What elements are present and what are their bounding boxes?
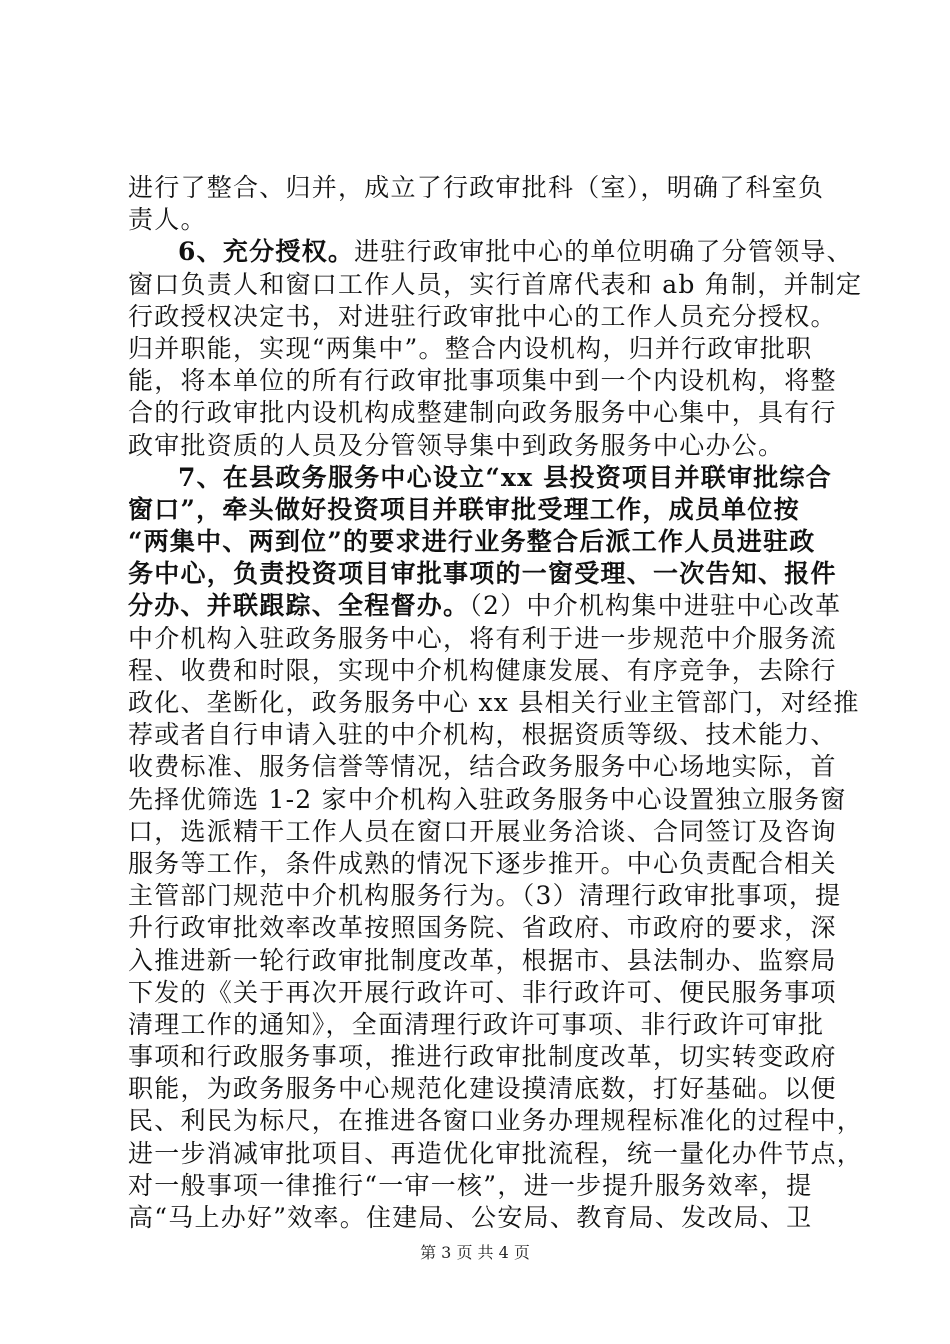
paragraph-line-bold: “两集中、两到位”的要求进行业务整合后派工作人员进驻政 xyxy=(128,527,816,557)
paragraph-line: 入推进新一轮行政审批制度改革，根据市、县法制办、监察局 xyxy=(128,945,837,975)
paragraph-line: 收费标准、服务信誉等情况，结合政务服务中心场地实际，首 xyxy=(128,752,837,782)
paragraph-line-bold: 窗口”，牵头做好投资项目并联审批受理工作，成员单位按 xyxy=(128,494,800,524)
paragraph-line: 程、收费和时限，实现中介机构健康发展、有序竞争，去除行 xyxy=(128,655,837,685)
paragraph-line: 对一般事项一律推行“一审一核”，进一步提升服务效率，提 xyxy=(128,1170,813,1200)
document-body xyxy=(128,172,864,1234)
paragraph-line: 下发的《关于再次开展行政许可、非行政许可、便民服务事项 xyxy=(128,977,837,1007)
paragraph-line: 能，将本单位的所有行政审批事项集中到一个内设机构，将整 xyxy=(128,366,837,396)
paragraph-line: 升行政审批效率改革按照国务院、省政府、市政府的要求，深 xyxy=(128,913,837,943)
paragraph-line: 民、利民为标尺，在推进各窗口业务办理规程标准化的过程中， xyxy=(128,1106,864,1136)
paragraph-line: 中介机构入驻政务服务中心，将有利于进一步规范中介服务流 xyxy=(128,623,837,653)
bold-text: 分办、并联跟踪、全程督办。 xyxy=(128,591,470,621)
paragraph-line: 合的行政审批内设机构成整建制向政务服务中心集中，具有行 xyxy=(128,398,837,428)
paragraph-line: 事项和行政服务事项，推进行政审批制度改革，切实转变政府 xyxy=(128,1042,837,1072)
paragraph-line: 主管部门规范中介机构服务行为。（3）清理行政审批事项，提 xyxy=(128,881,842,911)
paragraph-line: 行政授权决定书，对进驻行政审批中心的工作人员充分授权。 xyxy=(128,301,837,331)
paragraph-line: 职能，为政务服务中心规范化建设摸清底数，打好基础。以便 xyxy=(128,1074,837,1104)
paragraph-line-mixed xyxy=(128,590,842,622)
paragraph-text: （2）中介机构集中进驻中心改革 xyxy=(469,591,842,621)
paragraph-line: 责人。 xyxy=(128,205,207,235)
paragraph-line: 口，选派精干工作人员在窗口开展业务洽谈、合同签订及咨询 xyxy=(128,816,837,846)
paragraph-line: 先择优筛选 1-2 家中介机构入驻政务服务中心设置独立服务窗 xyxy=(128,784,847,814)
paragraph-line: 政审批资质的人员及分管领导集中到政务服务中心办公。 xyxy=(128,430,785,460)
paragraph-line-heading-7: 7、在县政务服务中心设立“xx 县投资项目并联审批综合 xyxy=(178,462,833,492)
paragraph-line: 进行了整合、归并，成立了行政审批科（室），明确了科室负 xyxy=(128,173,825,202)
paragraph-line: 高“马上办好”效率。住建局、公安局、教育局、发改局、卫 xyxy=(128,1203,813,1232)
paragraph-line: 归并职能，实现“两集中”。整合内设机构，归并行政审批职 xyxy=(128,333,813,363)
paragraph-line: 荐或者自行申请入驻的中介机构，根据资质等级、技术能力、 xyxy=(128,720,837,750)
section-heading-6: 6、充分授权。 xyxy=(178,237,355,267)
paragraph-line: 服务等工作，条件成熟的情况下逐步推开。中心负责配合相关 xyxy=(128,848,837,878)
page-number-footer: 第 3 页 共 4 页 xyxy=(420,1243,530,1262)
paragraph-line-bold: 务中心，负责投资项目审批事项的一窗受理、一次告知、报件 xyxy=(128,559,837,589)
paragraph-line: 进一步消减审批项目、再造优化审批流程，统一量化办件节点， xyxy=(128,1138,864,1168)
paragraph-line: 清理工作的通知》，全面清理行政许可事项、非行政许可审批 xyxy=(128,1009,825,1039)
paragraph-line: 政化、垄断化，政务服务中心 xx 县相关行业主管部门，对经推 xyxy=(128,688,860,717)
paragraph-line: 窗口负责人和窗口工作人员，实行首席代表和 ab 角制，并制定 xyxy=(128,269,863,299)
paragraph-text: 进驻行政审批中心的单位明确了分管领导、 xyxy=(354,237,853,267)
paragraph-line-heading-6 xyxy=(128,236,853,268)
